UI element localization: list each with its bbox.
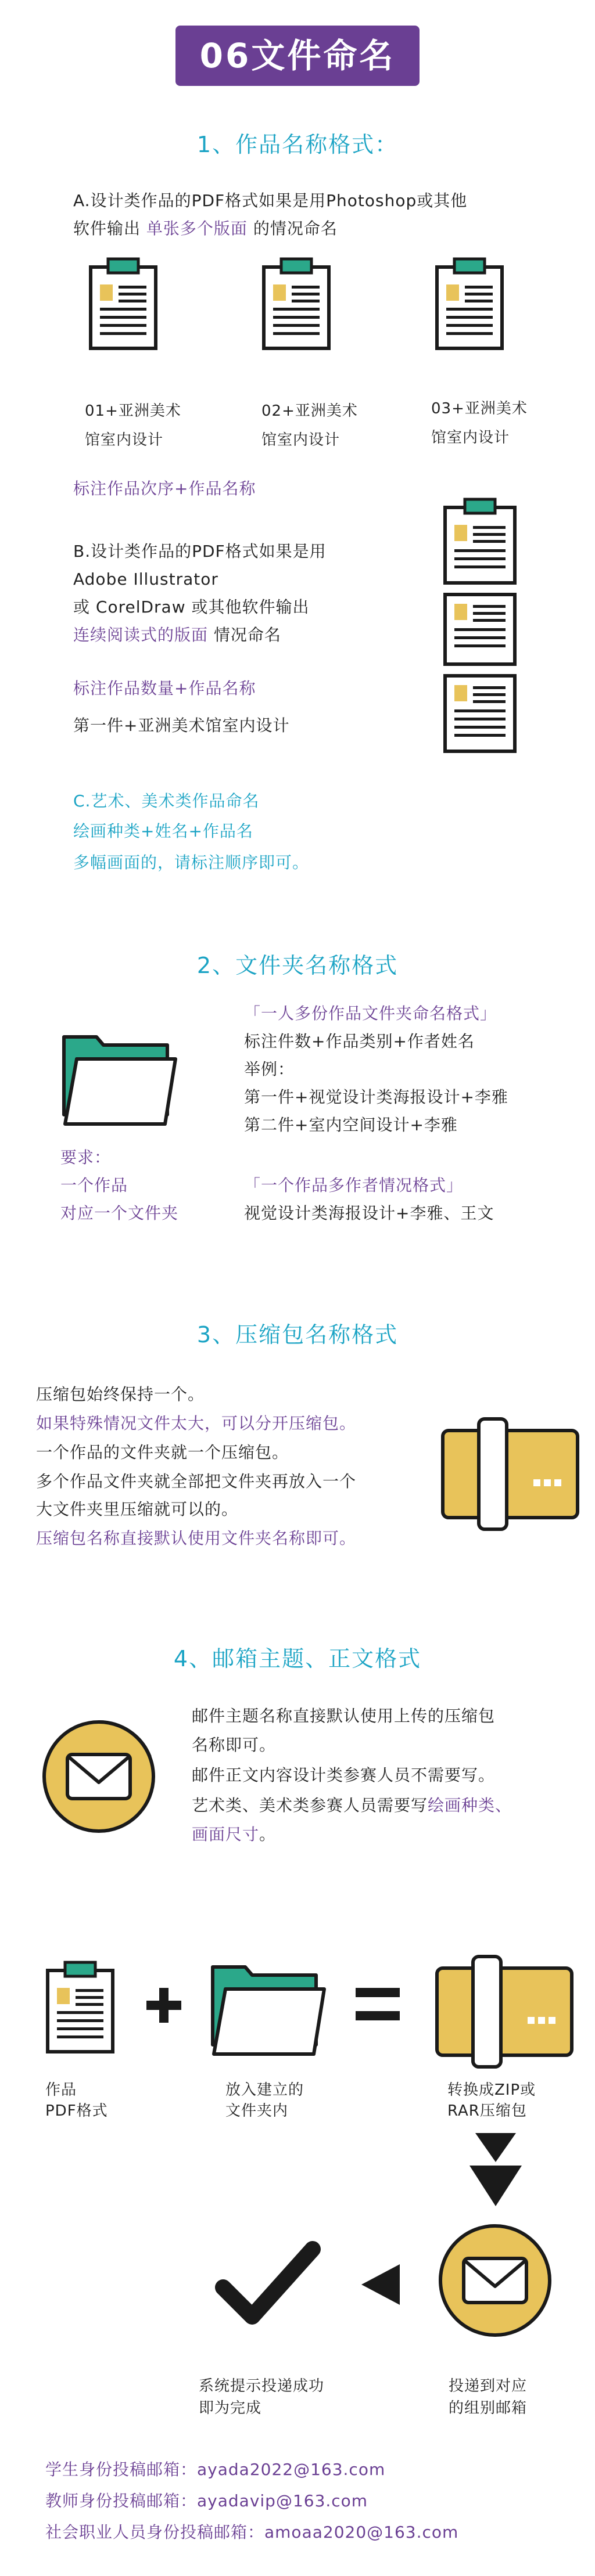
mail-icon [437, 2222, 559, 2344]
doc-3-caption-1: 03+亚洲美术 [431, 400, 528, 417]
page-title: 06文件命名 [175, 26, 420, 86]
s1-b-line2: Adobe Illustrator [73, 570, 218, 589]
s2-f1-rule: 标注件数+作品类别+作者姓名 [244, 1032, 475, 1051]
document-icon [261, 259, 331, 352]
s2-req-1: 要求： [60, 1148, 112, 1167]
email-professional[interactable]: 社会职业人员身份投稿邮箱：amoaa2020@163.com [45, 2523, 459, 2542]
s1-c-line2: 绘画种类+姓名+作品名 [73, 822, 253, 841]
s3-line6: 压缩包名称直接默认使用文件夹名称即可。 [36, 1529, 357, 1548]
s2-f1-ex2: 第二件+室内空间设计+李雅 [244, 1115, 458, 1134]
stacked-documents-icon [443, 499, 518, 761]
s3-line2: 如果特殊情况文件太大，可以分开压缩包。 [36, 1414, 357, 1433]
plus-icon [146, 1988, 181, 2023]
s2-f1-label: 举例： [244, 1060, 295, 1079]
s2-req-2: 一个作品 [60, 1176, 128, 1195]
s1-b-rule: 标注作品数量+作品名称 [73, 679, 256, 698]
email-teacher[interactable]: 教师身份投稿邮箱：ayadavip@163.com [45, 2491, 368, 2510]
doc-2-caption-1: 02+亚洲美术 [261, 402, 358, 420]
doc-2-caption-2: 馆室内设计 [261, 431, 340, 449]
document-icon [435, 259, 504, 352]
checkmark-icon [213, 2239, 323, 2332]
s4-line4: 艺术类、美术类参赛人员需要写绘画种类、 [192, 1796, 512, 1815]
s4-line5: 画面尺寸。 [192, 1825, 277, 1844]
flow-caption-2b: 文件夹内 [225, 2102, 289, 2120]
doc-1-caption-2: 馆室内设计 [85, 431, 164, 449]
s3-line5: 大文件夹里压缩就可以的。 [36, 1500, 239, 1519]
flow-caption-4b: 的组别邮箱 [449, 2400, 528, 2417]
flow-caption-4a: 投递到对应 [449, 2377, 528, 2395]
s1-c-line3: 多幅画面的，请标注顺序即可。 [73, 853, 310, 872]
section-1-heading: 1、作品名称格式： [196, 132, 399, 157]
s4-line2: 名称即可。 [192, 1735, 277, 1754]
s1-b-line4: 连续阅读式的版面 情况命名 [73, 625, 281, 644]
s1-b-line3: 或 CorelDraw 或其他软件输出 [73, 597, 310, 617]
equals-icon [356, 1988, 400, 2020]
doc-3-caption-2: 馆室内设计 [431, 429, 510, 446]
flow-caption-1a: 作品 [45, 2081, 77, 2099]
s3-line4: 多个作品文件夹就全部把文件夹再放入一个 [36, 1472, 357, 1491]
s4-line3: 邮件正文内容设计类参赛人员不需要写。 [192, 1766, 496, 1785]
s2-f1-ex1: 第一件+视觉设计类海报设计+李雅 [244, 1087, 508, 1107]
doc-1-caption-1: 01+亚洲美术 [85, 402, 181, 420]
s1-a-line2: 软件输出 单张多个版面 的情况命名 [73, 219, 338, 238]
s2-f2-title: 「一个作品多作者情况格式」 [244, 1176, 464, 1195]
s1-b-example: 第一件+亚洲美术馆室内设计 [73, 716, 290, 735]
s2-f1-title: 「一人多份作品文件夹命名格式」 [244, 1004, 497, 1023]
flow-caption-3a: 转换成ZIP或 [447, 2081, 536, 2099]
s3-line1: 压缩包始终保持一个。 [36, 1385, 205, 1404]
folder-icon [209, 1955, 325, 2060]
email-student[interactable]: 学生身份投稿邮箱：ayada2022@163.com [45, 2460, 386, 2479]
flow-caption-2a: 放入建立的 [225, 2081, 304, 2099]
section-2-heading: 2、文件夹名称格式 [196, 953, 399, 978]
s2-f2-ex: 视觉设计类海报设计+李雅、王文 [244, 1204, 494, 1223]
section-3-heading: 3、压缩包名称格式 [196, 1322, 399, 1348]
s1-a-rule: 标注作品次序+作品名称 [73, 479, 256, 498]
flow-caption-3b: RAR压缩包 [447, 2102, 527, 2120]
zip-archive-icon [440, 1417, 580, 1533]
s1-b-line1: B.设计类作品的PDF格式如果是用 [73, 542, 327, 561]
mail-icon [41, 1718, 157, 1840]
pdf-document-icon [45, 1962, 121, 2061]
s4-line1: 邮件主题名称直接默认使用上传的压缩包 [192, 1706, 496, 1725]
s1-c-line1: C.艺术、美术类作品命名 [73, 791, 260, 810]
s1-a-line1: A.设计类作品的PDF格式如果是用Photoshop或其他 [73, 191, 468, 210]
flow-caption-5b: 即为完成 [199, 2400, 262, 2417]
s3-line3: 一个作品的文件夹就一个压缩包。 [36, 1443, 289, 1462]
s2-req-3: 对应一个文件夹 [60, 1204, 179, 1223]
flow-caption-1b: PDF格式 [45, 2102, 108, 2120]
folder-icon [60, 1025, 177, 1130]
zip-archive-icon [435, 1954, 574, 2070]
document-icon [88, 259, 158, 352]
arrow-left-icon [361, 2264, 400, 2305]
section-4-heading: 4、邮箱主题、正文格式 [173, 1646, 422, 1671]
flow-caption-5a: 系统提示投递成功 [199, 2377, 325, 2395]
arrow-down-icon [469, 2133, 522, 2207]
